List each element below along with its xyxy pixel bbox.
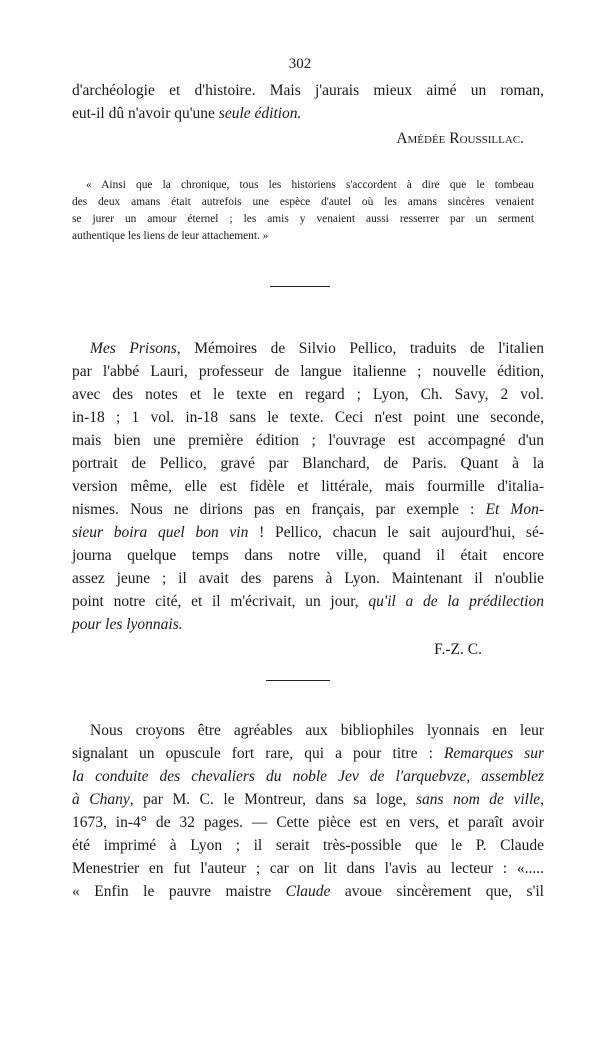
text-span: ! Pellico, chacun le sait aujourd'hui, sé- bbox=[248, 524, 544, 541]
text-span: Menestrier en fut l'auteur ; car on lit dans l'avis au lecteur : «..... bbox=[72, 860, 544, 877]
text-line bbox=[72, 858, 544, 880]
footnote-line bbox=[72, 227, 534, 245]
text-span: eut-il dû n'avoir qu'une bbox=[72, 105, 219, 122]
text-span: journa quelque temps dans notre ville, quand il était encore bbox=[72, 547, 544, 564]
text-line bbox=[72, 499, 544, 521]
text-span: portrait de Pellico, gravé par Blanchard, de Paris. Quant à la bbox=[72, 455, 544, 472]
footnote-text: se jurer un amour éternel ; les amis y venaient aussi resserrer par un serment bbox=[72, 213, 534, 225]
text-span: avoue sincèrement que, s'il bbox=[330, 883, 544, 900]
text-span: in-18 ; 1 vol. in-18 sans le texte. Ceci n'est point une seconde, bbox=[72, 409, 544, 426]
page-number: 302 bbox=[288, 56, 312, 72]
text-span: signalant un opuscule fort rare, qui a pour titre : bbox=[72, 745, 444, 762]
text-span: par l'abbé Lauri, professeur de langue italienne ; nouvelle édition, bbox=[72, 363, 544, 380]
text-line bbox=[90, 720, 544, 742]
text-line bbox=[72, 407, 544, 429]
italic-text: Remarques sur bbox=[443, 745, 544, 762]
text-line bbox=[90, 338, 544, 360]
italic-text: sieur boira quel bon vin bbox=[72, 524, 249, 541]
signature-fzc bbox=[72, 639, 482, 661]
text-span: version même, elle est fidèle et littérale, mais fourmille d'italia- bbox=[72, 478, 544, 495]
text-span: , Mémoires de Silvio Pellico, traduits de l'italien bbox=[176, 340, 544, 357]
text-line bbox=[72, 591, 544, 613]
text-line bbox=[72, 835, 544, 857]
text-span: Nous croyons être agréables aux bibliophiles lyonnais en leur bbox=[90, 722, 544, 739]
footnote-line bbox=[72, 210, 534, 228]
text-span: avec des notes et le texte en regard ; Lyon, Ch. Savy, 2 vol. bbox=[72, 386, 544, 403]
text-line bbox=[72, 430, 544, 452]
text-span: assez jeune ; il avait des parens à Lyon. Maintenant il n'oublie bbox=[72, 570, 544, 587]
text-line bbox=[72, 545, 544, 567]
italic-text: qu'il a de la prédilection bbox=[368, 593, 544, 610]
footnote-text: « Ainsi que la chronique, tous les historiens s'accordent à dire que le tombeau bbox=[86, 179, 534, 191]
italic-text: Et Mon- bbox=[485, 501, 544, 518]
text-span: 1673, in-4° de 32 pages. — Cette pièce est en vers, et paraît avoir bbox=[72, 814, 544, 831]
text-span: point notre cité, et il m'écrivait, un jour, bbox=[72, 593, 369, 610]
signature-text: Amédée Roussillac. bbox=[396, 130, 524, 147]
text-line bbox=[72, 522, 544, 544]
text-line bbox=[72, 568, 544, 590]
text-line bbox=[72, 453, 544, 475]
text-span: , par M. C. le Montreur, dans sa loge, bbox=[129, 791, 416, 808]
text-line bbox=[72, 80, 544, 102]
signature-roussillac bbox=[72, 128, 524, 150]
text-line bbox=[72, 812, 544, 834]
section-divider bbox=[270, 286, 330, 287]
footnote-line bbox=[72, 193, 534, 211]
text-line bbox=[72, 766, 544, 788]
text-span: d'archéologie et d'histoire. Mais j'aurais mieux aimé un roman, bbox=[72, 82, 544, 99]
italic-text: Mes Prisons bbox=[90, 340, 177, 357]
italic-text: sans nom de ville bbox=[415, 791, 541, 808]
text-span: , bbox=[540, 791, 545, 808]
section-divider bbox=[266, 680, 330, 681]
text-line bbox=[72, 789, 544, 811]
footnote-text: authentique les liens de leur attachement. » bbox=[72, 230, 269, 242]
signature-text: F.-Z. C. bbox=[434, 641, 482, 658]
footnote-text: des deux amans était autrefois une espèce d'autel où les amans sincères venaient bbox=[72, 196, 534, 208]
text-line bbox=[72, 103, 544, 125]
footnote-line bbox=[86, 176, 534, 194]
text-line bbox=[72, 743, 544, 765]
italic-text: la conduite des chevaliers du noble Jev de l'arquebvze, assemblez bbox=[72, 768, 544, 785]
italic-text: pour les lyonnais. bbox=[72, 616, 183, 633]
text-span: été imprimé à Lyon ; il serait très-possible que le P. Claude bbox=[72, 837, 544, 854]
italic-text: seule édition. bbox=[218, 105, 302, 122]
text-span: nismes. Nous ne dirions pas en français, par exemple : bbox=[72, 501, 486, 518]
italic-text: Claude bbox=[285, 883, 331, 900]
text-line bbox=[72, 384, 544, 406]
text-span: « Enfin le pauvre maistre bbox=[72, 883, 286, 900]
text-line bbox=[72, 614, 544, 636]
italic-text: à Chany bbox=[72, 791, 130, 808]
text-line bbox=[72, 361, 544, 383]
text-line bbox=[72, 881, 544, 903]
text-span: mais bien une première édition ; l'ouvrage est accompagné d'un bbox=[72, 432, 544, 449]
text-line bbox=[72, 476, 544, 498]
